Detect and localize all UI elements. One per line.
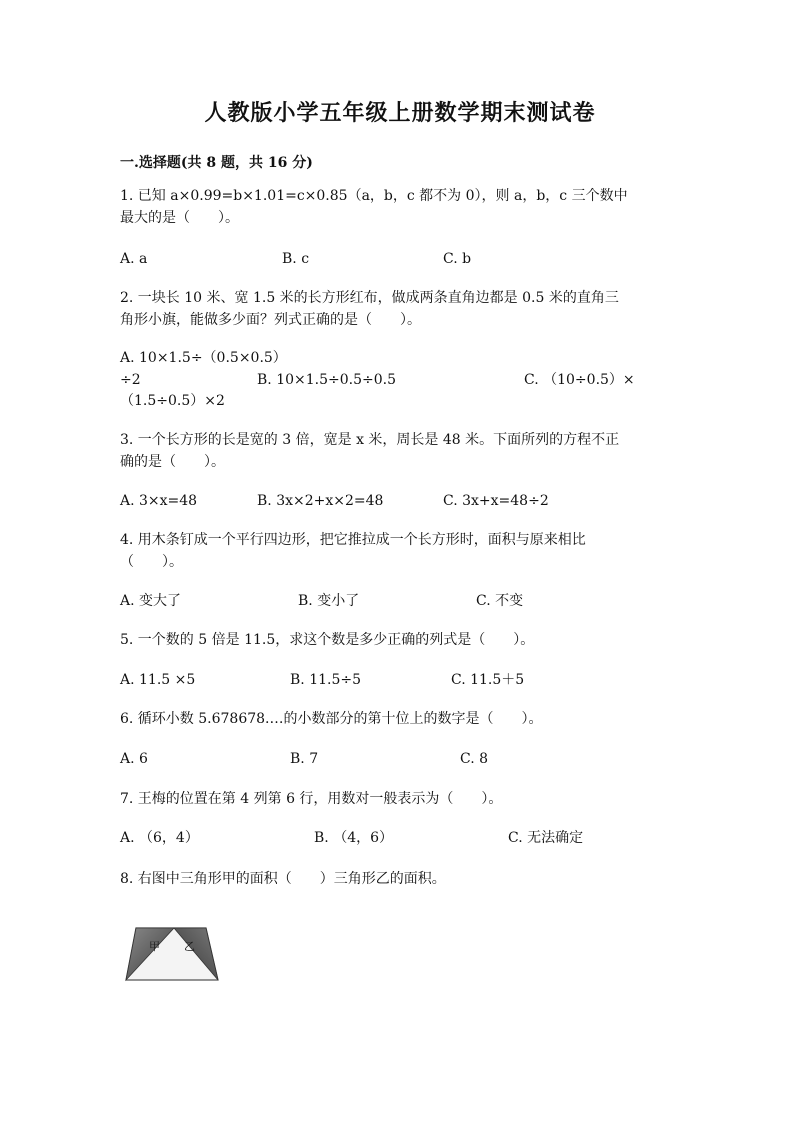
question-7-option-b: B. （4，6）	[314, 830, 394, 846]
question-4-option-b: B. 变小了	[298, 593, 360, 609]
question-1-option-c: C. b	[443, 251, 472, 267]
question-5-option-a: A. 11.5 ×5	[120, 672, 196, 688]
question-6-line-1: 6. 循环小数 5.678678.…的小数部分的第十位上的数字是（ ）。	[120, 711, 543, 727]
question-4-option-c: C. 不变	[476, 593, 524, 609]
question-6-option-b: B. 7	[290, 751, 319, 767]
exam-title: 人教版小学五年级上册数学期末测试卷	[204, 100, 596, 126]
question-4-option-a: A. 变大了	[120, 593, 182, 609]
label-yi: 乙	[184, 940, 195, 953]
section-heading: 一.选择题(共 8 题，共 16 分)	[120, 155, 313, 171]
question-1-option-a: A. a	[120, 251, 148, 267]
question-5-option-c: C. 11.5＋5	[451, 672, 525, 688]
question-1-option-b: B. c	[282, 251, 310, 267]
question-3-option-b: B. 3x×2+x×2=48	[257, 493, 384, 509]
question-3-option-c: C. 3x+x=48÷2	[443, 493, 549, 509]
question-3-line-2: 确的是（ ）。	[120, 454, 225, 470]
question-2-option-b: B. 10×1.5÷0.5÷0.5	[257, 372, 396, 388]
label-jia: 甲	[149, 940, 160, 953]
question-2-option-a: A. 10×1.5÷（0.5×0.5）	[120, 350, 287, 366]
triangle-figure	[122, 922, 222, 984]
question-7-option-c: C. 无法确定	[508, 830, 584, 846]
question-2-line-1: 2. 一块长 10 米、宽 1.5 米的长方形红布，做成两条直角边都是 0.5 米的直角三	[120, 290, 619, 306]
question-4-line-1: 4. 用木条钉成一个平行四边形，把它推拉成一个长方形时，面积与原来相比	[120, 532, 586, 548]
question-3-line-1: 3. 一个长方形的长是宽的 3 倍，宽是 x 米，周长是 48 米。下面所列的方程不正	[120, 432, 620, 448]
question-3-option-a: A. 3×x=48	[120, 493, 198, 509]
question-2-option-c-cont: （1.5÷0.5）×2	[120, 393, 225, 409]
question-7-line-1: 7. 王梅的位置在第 4 列第 6 行，用数对一般表示为（ ）。	[120, 791, 503, 807]
question-5-option-b: B. 11.5÷5	[290, 672, 361, 688]
question-2-option-a-cont: ÷2	[120, 372, 141, 388]
question-7-option-a: A. （6，4）	[120, 830, 199, 846]
question-5-line-1: 5. 一个数的 5 倍是 11.5，求这个数是多少正确的列式是（ ）。	[120, 632, 535, 648]
question-1-line-1: 1. 已知 a×0.99=b×1.01=c×0.85（a，b，c 都不为 0），则 a，b，c 三个数中	[120, 188, 628, 204]
question-6-option-a: A. 6	[120, 751, 148, 767]
question-2-line-2: 角形小旗，能做多少面？列式正确的是（ ）。	[120, 312, 421, 328]
question-6-option-c: C. 8	[460, 751, 489, 767]
question-4-line-2: （ ）。	[120, 554, 183, 570]
question-8-line-1: 8. 右图中三角形甲的面积（ ）三角形乙的面积。	[120, 871, 446, 887]
question-1-line-2: 最大的是（ ）。	[120, 210, 239, 226]
question-2-option-c: C. （10÷0.5）×	[524, 372, 635, 388]
